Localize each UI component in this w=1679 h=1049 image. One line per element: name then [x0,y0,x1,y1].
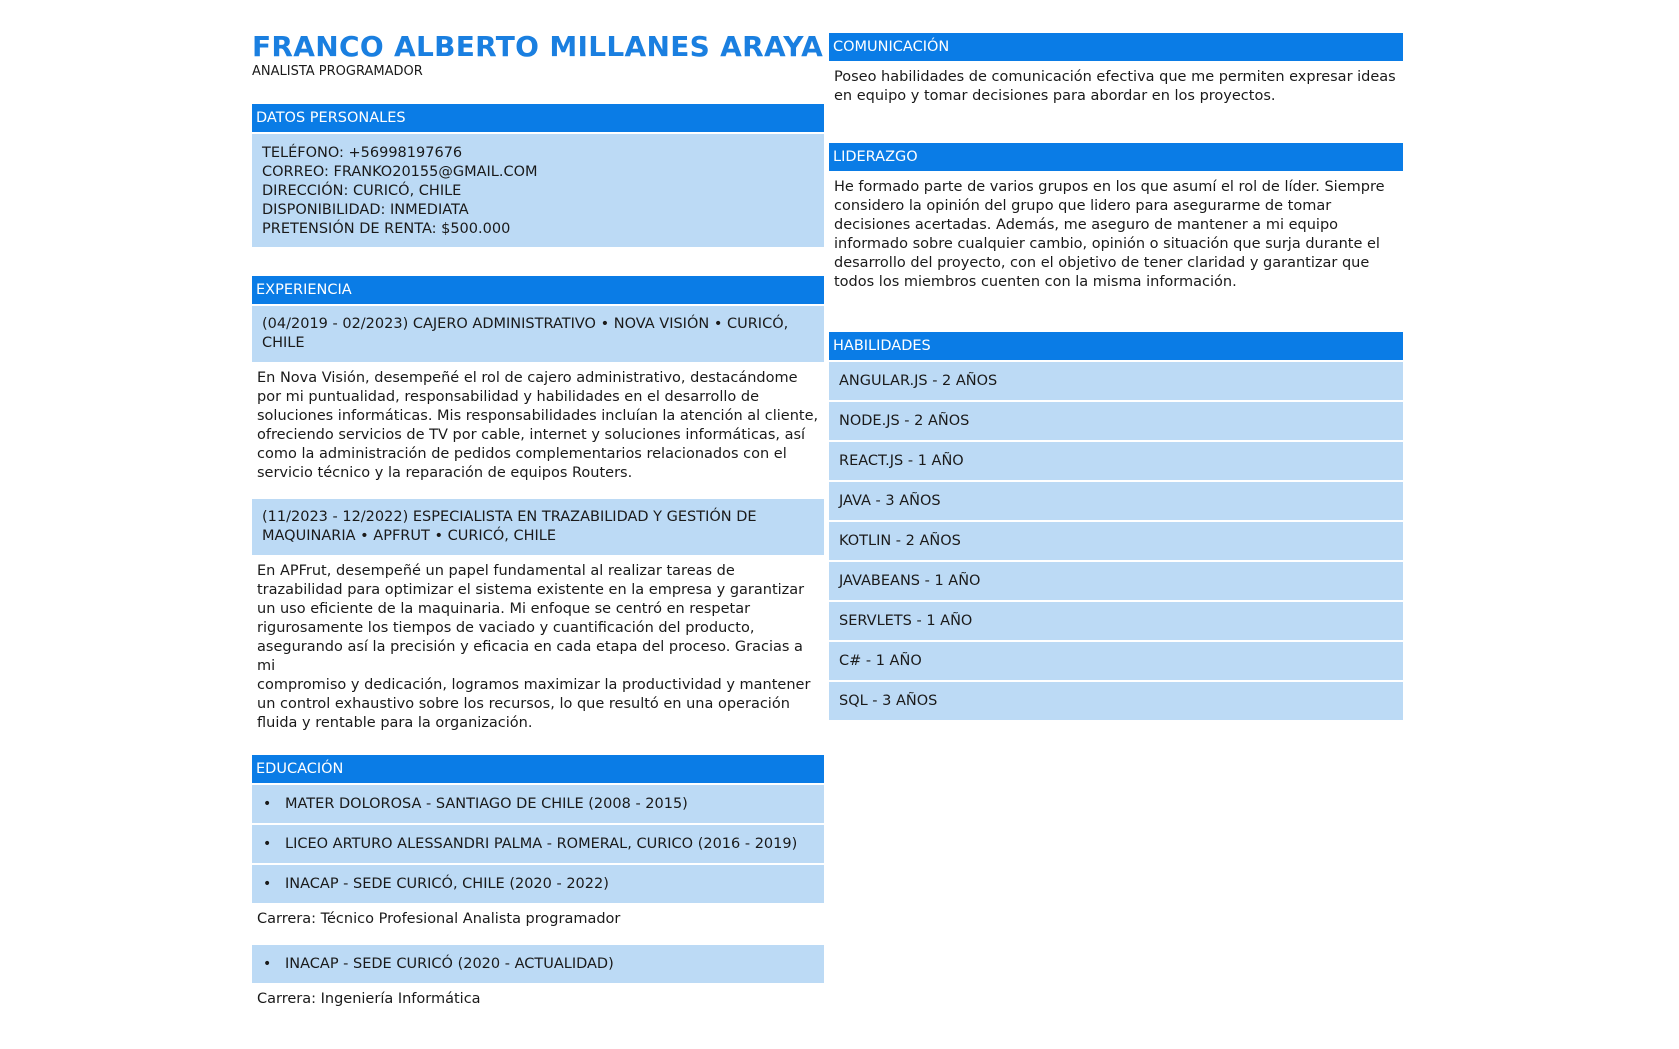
text-line: desarrollo del proyecto, con el objetivo de tener claridad y garantizar que [834,255,1370,271]
desc-line: un control exhaustivo sobre los recursos, lo que resultó en una operación [257,696,790,712]
text-line: todos los miembros cuenten con la misma información. [834,274,1237,290]
candidate-name: FRANCO ALBERTO MILLANES ARAYA [252,30,824,63]
job-title-line: MAQUINARIA • APFRUT • CURICÓ, CHILE [262,528,556,544]
job-description [252,562,824,733]
bullet-icon: • [263,796,272,812]
communication-section [829,33,1403,106]
career-note: Carrera: Técnico Profesional Analista programador [257,911,621,927]
experience-section [252,276,824,733]
desc-line: fluida y rentable para la organización. [257,715,533,731]
skill-item: C# - 1 AÑO [829,642,1403,680]
section-header-experience: EXPERIENCIA [252,276,824,304]
availability: DISPONIBILIDAD: INMEDIATA [262,202,469,218]
skill-item: ANGULAR.JS - 2 AÑOS [829,362,1403,400]
education-item-label: INACAP - SEDE CURICÓ, CHILE (2020 - 2022) [285,876,609,892]
skill-item: NODE.JS - 2 AÑOS [829,402,1403,440]
desc-line: asegurando así la precisión y eficacia en cada etapa del proceso. Gracias a mi [257,639,803,674]
job-title [252,306,824,362]
section-header-leadership: LIDERAZGO [829,143,1403,171]
desc-line: soluciones informáticas. Mis responsabilidades incluían la atención al cliente, [257,408,819,424]
desc-line: En Nova Visión, desempeñé el rol de cajero administrativo, destacándome [257,370,798,386]
desc-line: ofreciendo servicios de TV por cable, internet y soluciones informáticas, así [257,427,806,443]
desc-line: por mi puntualidad, responsabilidad y habilidades en el desarrollo de [257,389,759,405]
education-section [252,755,824,1009]
job-title-line: CHILE [262,335,305,351]
job-title [252,499,824,555]
skills-list [829,362,1403,720]
skill-item: SERVLETS - 1 AÑO [829,602,1403,640]
education-item [252,785,824,823]
desc-line: compromiso y dedicación, logramos maximizar la productividad y mantener [257,677,811,693]
desc-line: como la administración de pedidos complementarios relacionados con el [257,446,787,462]
education-item [252,865,824,903]
skill-item: JAVABEANS - 1 AÑO [829,562,1403,600]
bullet-icon: • [263,836,272,852]
email: CORREO: FRANKO20155@GMAIL.COM [262,164,538,180]
job-title-line: (11/2023 - 12/2022) ESPECIALISTA EN TRAZABILIDAD Y GESTIÓN DE [262,509,757,525]
personal-details [252,134,824,247]
career-note: Carrera: Ingeniería Informática [257,991,481,1007]
text-line: He formado parte de varios grupos en los que asumí el rol de líder. Siempre [834,179,1385,195]
desc-line: En APFrut, desempeñé un papel fundamental al realizar tareas de [257,563,735,579]
address: DIRECCIÓN: CURICÓ, CHILE [262,183,462,199]
skill-item: KOTLIN - 2 AÑOS [829,522,1403,560]
education-item-label: LICEO ARTURO ALESSANDRI PALMA - ROMERAL, CURICO (2016 - 2019) [285,836,798,852]
job-title-line: (04/2019 - 02/2023) CAJERO ADMINISTRATIVO • NOVA VISIÓN • CURICÓ, [262,316,789,332]
section-header-skills: HABILIDADES [829,332,1403,360]
bullet-icon: • [263,956,272,972]
leadership-text [829,178,1403,292]
text-line: Poseo habilidades de comunicación efectiva que me permiten expresar ideas [834,69,1396,85]
salary-expectation: PRETENSIÓN DE RENTA: $500.000 [262,221,511,237]
desc-line: rigurosamente los tiempos de vaciado y cuantificación del producto, [257,620,755,636]
job-description [252,369,824,483]
skill-item: SQL - 3 AÑOS [829,682,1403,720]
section-header-communication: COMUNICACIÓN [829,33,1403,61]
leadership-section [829,143,1403,292]
skills-section [829,332,1403,722]
bullet-icon: • [263,876,272,892]
candidate-role: ANALISTA PROGRAMADOR [252,64,423,79]
text-line: considero la opinión del grupo que lidero para asegurarme de tomar [834,198,1332,214]
education-item-label: INACAP - SEDE CURICÓ (2020 - ACTUALIDAD) [285,956,614,972]
skill-item: JAVA - 3 AÑOS [829,482,1403,520]
section-header-personal: DATOS PERSONALES [252,104,824,132]
text-line: en equipo y tomar decisiones para abordar en los proyectos. [834,88,1276,104]
phone: TELÉFONO: +56998197676 [262,145,463,161]
desc-line: servicio técnico y la reparación de equipos Routers. [257,465,633,481]
text-line: informado sobre cualquier cambio, opinión o situación que surja durante el [834,236,1380,252]
desc-line: un uso eficiente de la maquinaria. Mi enfoque se centró en respetar [257,601,751,617]
education-item [252,945,824,983]
education-item [252,825,824,863]
skill-item: REACT.JS - 1 AÑO [829,442,1403,480]
section-header-education: EDUCACIÓN [252,755,824,783]
education-item-label: MATER DOLOROSA - SANTIAGO DE CHILE (2008 - 2015) [285,796,688,812]
text-line: decisiones acertadas. Además, me aseguro de mantener a mi equipo [834,217,1339,233]
communication-text [829,68,1403,106]
desc-line: trazabilidad para optimizar el sistema existente en la empresa y garantizar [257,582,805,598]
personal-section [252,104,824,247]
